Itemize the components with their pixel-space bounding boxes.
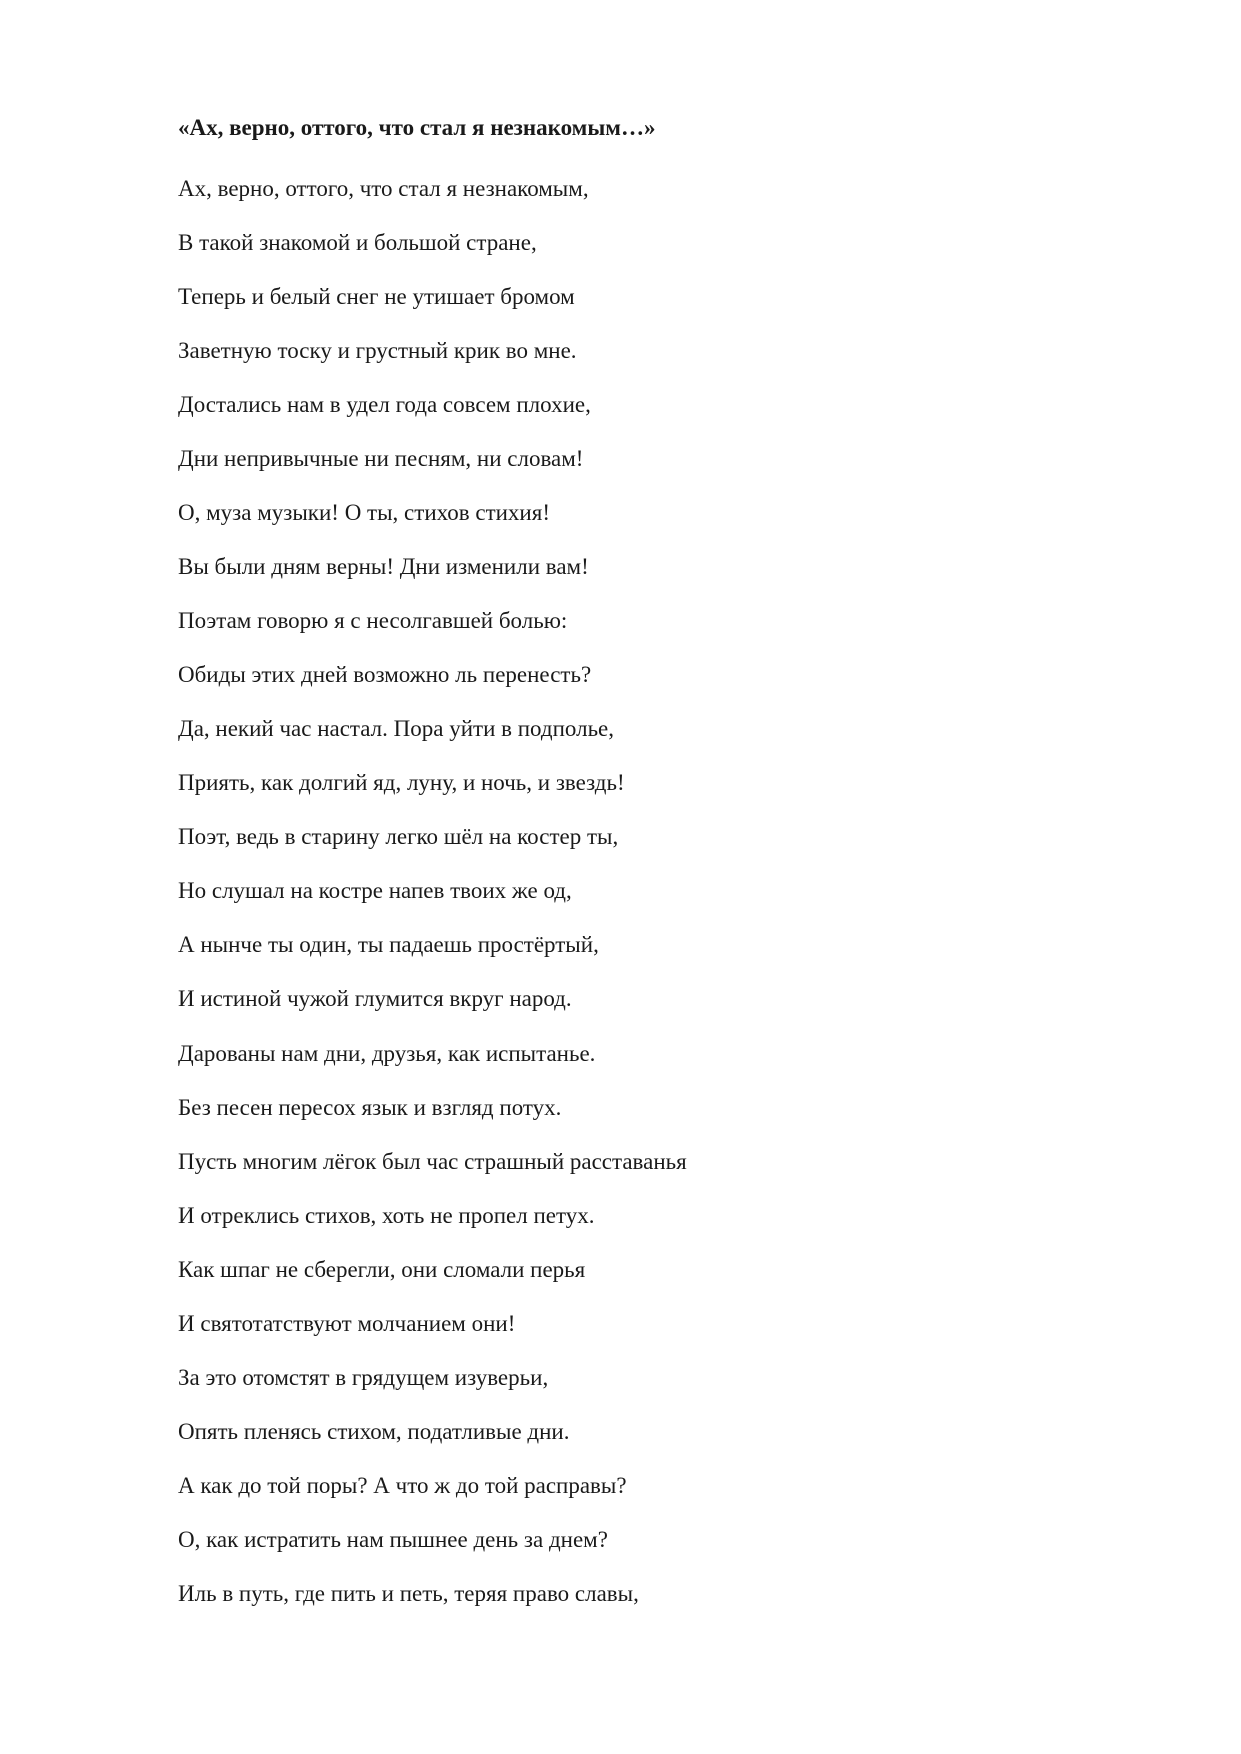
poem-line: Опять пленясь стихом, податливые дни. [178,1418,570,1444]
poem-line: Приять, как долгий яд, луну, и ночь, и звездь! [178,770,625,796]
poem-line: Дарованы нам дни, друзья, как испытанье. [178,1040,596,1066]
poem-line: Вы были дням верны! Дни изменили вам! [178,554,589,580]
poem-line: Обиды этих дней возможно ль перенесть? [178,662,592,688]
poem-line: Теперь и белый снег не утишает бромом [178,284,575,310]
poem-line: И истиной чужой глумится вкруг народ. [178,986,572,1012]
poem-line: Но слушал на костре напев твоих же од, [178,878,572,904]
poem-line: И святотатствуют молчанием они! [178,1310,516,1336]
poem-line: Пусть многим лёгок был час страшный расставанья [178,1148,687,1174]
poem-line: Без песен пересох язык и взгляд потух. [178,1094,562,1120]
poem-line: Поэт, ведь в старину легко шёл на костер ты, [178,824,619,850]
poem-line: А нынче ты один, ты падаешь простёртый, [178,932,599,958]
poem-line: Да, некий час настал. Пора уйти в подполье, [178,716,615,742]
poem-line: Ах, верно, оттого, что стал я незнакомым, [178,176,589,201]
poem-body [178,175,687,1634]
poem-line: Достались нам в удел года совсем плохие, [178,392,591,418]
poem-line: Поэтам говорю я с несолгавшей болью: [178,608,568,634]
poem-line: И отреклись стихов, хоть не пропел петух. [178,1202,595,1228]
poem-line: Иль в путь, где пить и петь, теряя право славы, [178,1580,639,1606]
poem-line: О, муза музыки! О ты, стихов стихия! [178,500,550,526]
poem-line: О, как истратить нам пышнее день за днем? [178,1526,608,1552]
poem-title: «Ах, верно, оттого, что стал я незнакомым…» [178,115,656,140]
poem-line: В такой знакомой и большой стране, [178,230,537,256]
poem-line: А как до той поры? А что ж до той расправы? [178,1472,627,1498]
poem-line: За это отомстят в грядущем изуверьи, [178,1364,549,1390]
poem-line: Дни непривычные ни песням, ни словам! [178,446,584,472]
poem-line: Заветную тоску и грустный крик во мне. [178,338,577,364]
poem-line: Как шпаг не сберегли, они сломали перья [178,1256,586,1282]
